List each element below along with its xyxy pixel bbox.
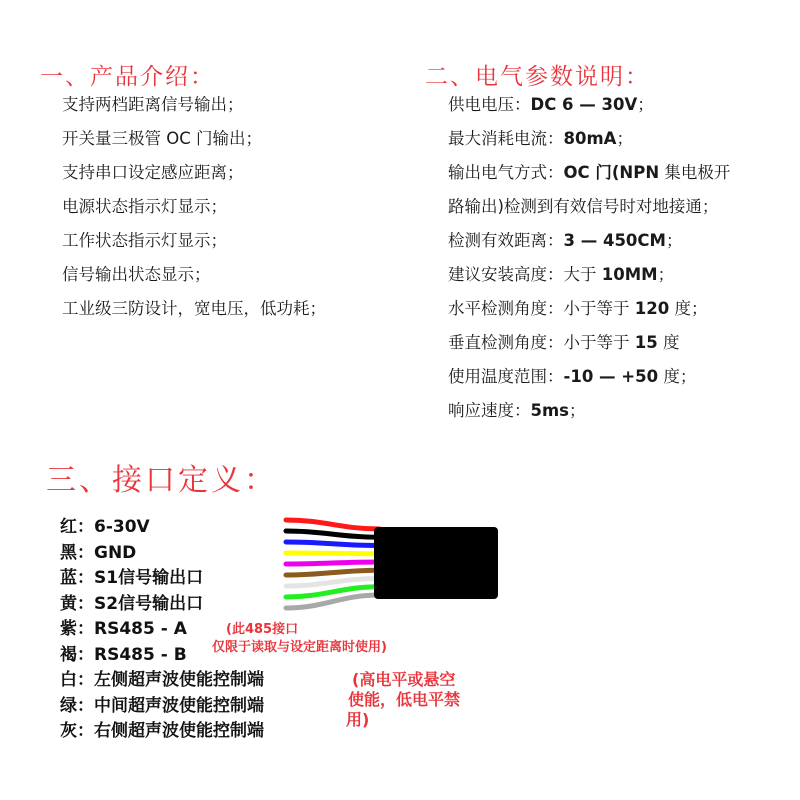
product-intro-item: 开关量三极管 OC 门输出； (62, 129, 262, 148)
electrical-params-list (448, 88, 730, 428)
cable-wire (286, 531, 380, 537)
param-label: 供电电压： (448, 95, 531, 114)
enable-note-line1: (高电平或悬空 (352, 670, 456, 689)
section-interface-title: 三、接口定义： (46, 463, 277, 498)
param-value: 80mA (563, 129, 617, 148)
param-tail: ； (637, 95, 654, 114)
param-tail: 集电极开 (659, 163, 731, 182)
param-tail: ； (569, 401, 586, 420)
electrical-param-item (448, 360, 730, 394)
cable-wires (286, 520, 380, 608)
param-label: 最大消耗电流： (448, 129, 564, 148)
wire-definition-item: 灰：右侧超声波使能控制端 (60, 721, 264, 741)
section-product-intro-title: 一、产品介绍： (40, 64, 215, 90)
param-value: 5ms (530, 401, 569, 420)
param-tail: 度 (657, 333, 680, 352)
param-value: OC 门(NPN (563, 163, 660, 182)
cable-body (374, 527, 498, 599)
electrical-param-item (448, 326, 730, 360)
param-label: 建议安装高度：大于 (448, 265, 602, 284)
param-tail: 度； (669, 299, 708, 318)
electrical-param-item (448, 122, 730, 156)
electrical-param-item (448, 88, 730, 122)
cable-wire (286, 542, 380, 546)
product-intro-item: 支持两档距离信号输出； (62, 95, 244, 114)
wire-definition-item: 黑：GND (60, 542, 137, 563)
param-value: 120 (634, 299, 670, 318)
param-label: 使用温度范围： (448, 367, 564, 386)
electrical-param-item (448, 258, 730, 292)
cable-wire (286, 553, 380, 554)
param-label: 输出电气方式： (448, 163, 564, 182)
param-label: 水平检测角度：小于等于 (448, 299, 635, 318)
product-intro-item: 电源状态指示灯显示； (62, 197, 227, 216)
param-label: 路输出)检测到有效信号时对地接通； (448, 197, 719, 216)
electrical-param-item (448, 292, 730, 326)
wire-definition-item: 绿：中间超声波使能控制端 (60, 695, 264, 716)
wire-definition-item: 黄：S2信号输出口 (60, 593, 204, 614)
param-label: 响应速度： (448, 401, 531, 420)
electrical-param-item (448, 156, 730, 190)
wire-definition-item: 红：6-30V (60, 517, 150, 537)
param-tail: ； (665, 231, 683, 250)
cable-wire (286, 570, 380, 575)
param-value: 3 — 450CM (563, 231, 666, 250)
electrical-param-item (448, 224, 730, 258)
param-value: DC 6 — 30V (530, 95, 638, 114)
param-label: 检测有效距离： (448, 231, 564, 250)
param-tail: ； (616, 129, 633, 148)
param-value: 15 (634, 333, 658, 352)
param-value: 10MM (601, 265, 658, 284)
product-intro-item: 工作状态指示灯显示； (62, 231, 227, 250)
product-intro-item: 信号输出状态显示； (62, 265, 211, 284)
rs485-note-line2: 仅限于读取与设定距离时使用) (212, 640, 387, 655)
wire-definition-item: 褐：RS485 - B (60, 644, 187, 665)
product-intro-item: 工业级三防设计，宽电压，低功耗； (62, 299, 326, 318)
electrical-param-item (448, 394, 730, 428)
cable-wire (286, 562, 380, 564)
param-tail: ； (657, 265, 675, 284)
enable-note-line3: 用) (346, 710, 370, 729)
product-intro-item: 支持串口设定感应距离； (62, 163, 244, 182)
rs485-note-line1: (此485接口 (226, 622, 299, 637)
param-label: 垂直检测角度：小于等于 (448, 333, 635, 352)
section-electrical-params-title: 二、电气参数说明： (425, 64, 650, 90)
wire-definition-item: 蓝：S1信号输出口 (60, 568, 204, 588)
wire-definition-item: 白：左侧超声波使能控制端 (60, 670, 264, 690)
param-tail: 度； (658, 367, 697, 386)
cable-illustration (280, 515, 505, 625)
wire-definition-item: 紫：RS485 - A (60, 619, 187, 639)
param-value: -10 — +50 (563, 367, 659, 386)
product-intro-list (62, 88, 326, 326)
cable-wire (286, 520, 380, 529)
electrical-param-item (448, 190, 730, 224)
enable-note-line2: 使能，低电平禁 (348, 690, 461, 709)
